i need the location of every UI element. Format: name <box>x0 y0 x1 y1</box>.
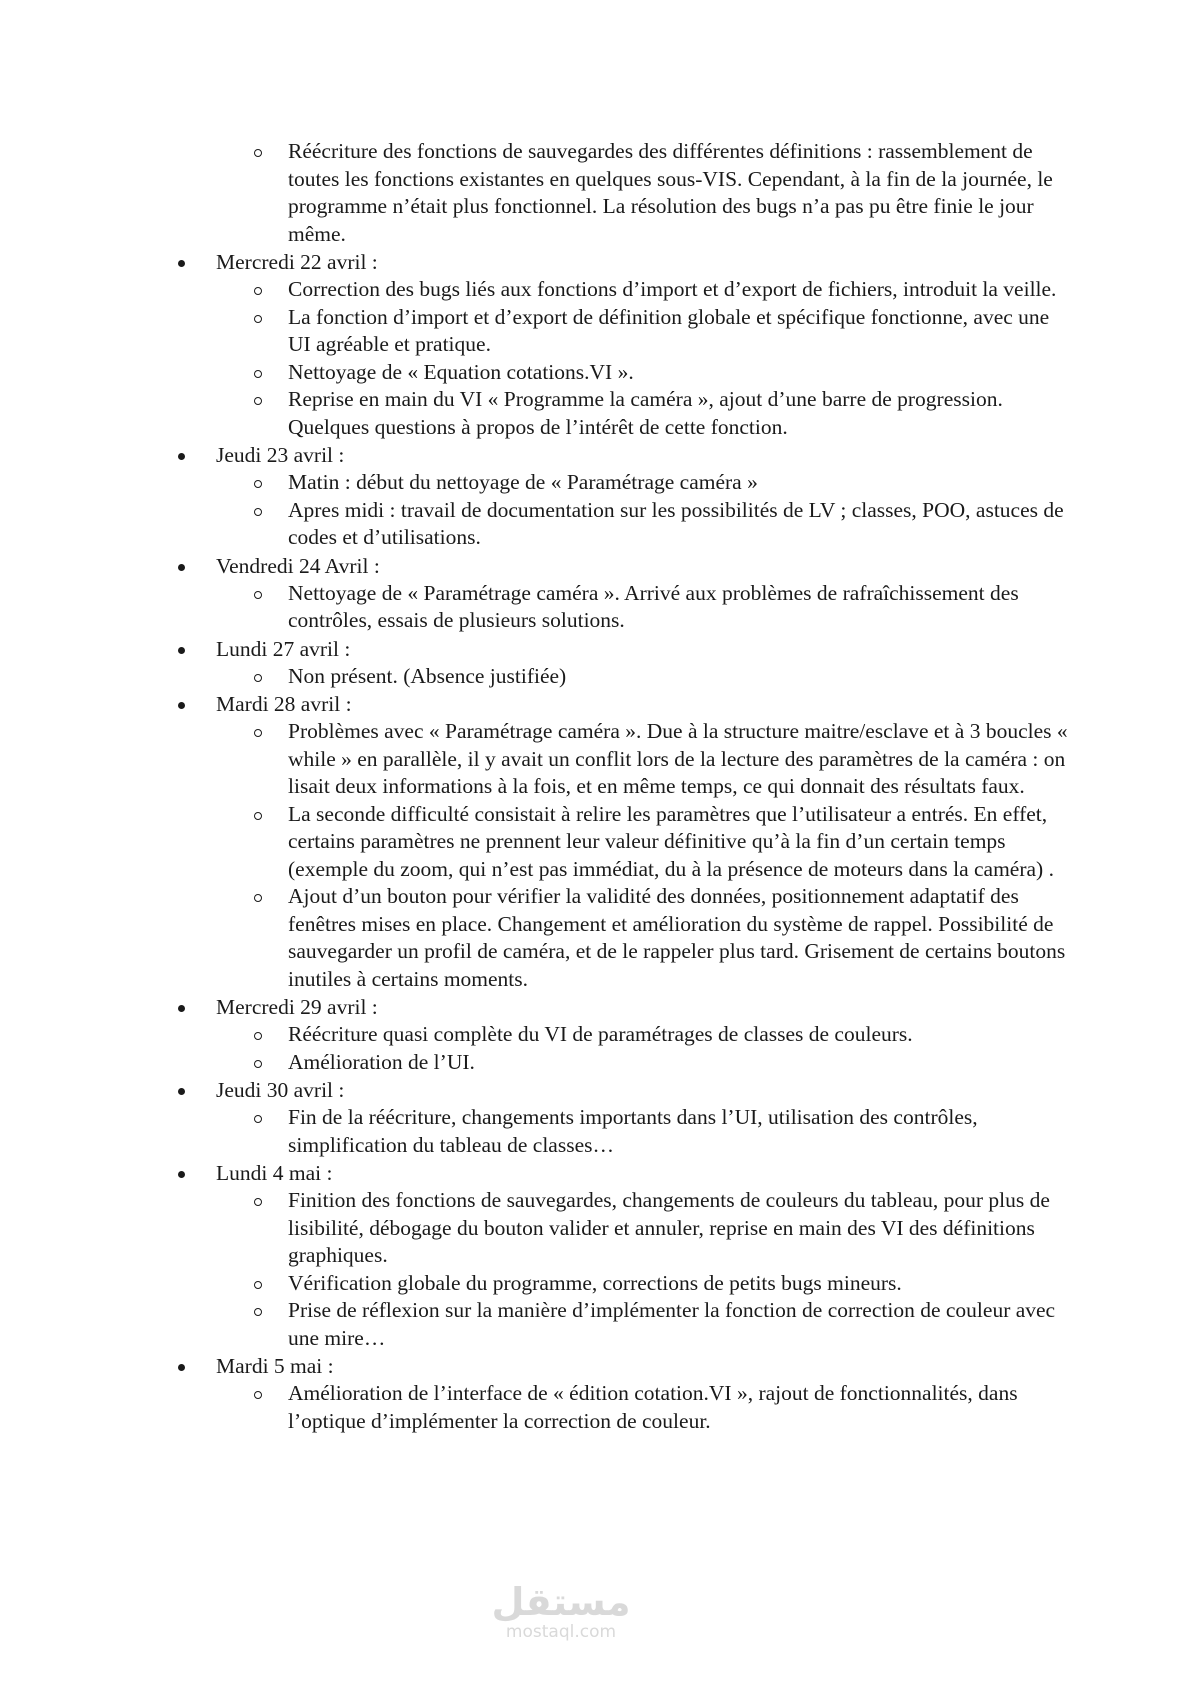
hollow-bullet-icon <box>254 370 262 378</box>
sub-item-text: Matin : début du nettoyage de « Paramétrage caméra » <box>288 470 758 494</box>
sub-item-text: Apres midi : travail de documentation sur les possibilités de LV ; classes, POO, astuces de codes et d’utilisations. <box>288 497 1064 549</box>
sub-item <box>168 304 1068 359</box>
sub-item <box>168 1187 1068 1270</box>
hollow-bullet-icon <box>254 729 262 737</box>
sub-item-text: Finition des fonctions de sauvegardes, changements de couleurs du tableau, pour plus de lisibilité, débogage du bouton valider et annuler, reprise en main des VI des définitions graphiques. <box>288 1188 1050 1267</box>
bullet-icon <box>178 1005 185 1012</box>
sub-item <box>168 138 1068 248</box>
day-heading <box>168 1076 1068 1104</box>
sub-item <box>168 386 1068 441</box>
bullet-icon <box>178 564 185 571</box>
hollow-bullet-icon <box>254 812 262 820</box>
day-label: Mardi 28 avril : <box>216 692 352 716</box>
day-heading <box>168 993 1068 1021</box>
sub-item <box>168 1270 1068 1298</box>
sub-item-text: Amélioration de l’interface de « édition cotation.VI », rajout de fonctionnalités, dans l’optique d’implémenter la correction de couleur. <box>288 1381 1018 1433</box>
day-heading <box>168 552 1068 580</box>
bullet-icon <box>178 1088 185 1095</box>
day-label: Mercredi 22 avril : <box>216 250 378 274</box>
sub-item-text: Nettoyage de « Equation cotations.VI ». <box>288 359 634 384</box>
sub-item <box>168 1380 1068 1435</box>
sub-item-text: Amélioration de l’UI. <box>288 1049 475 1074</box>
sub-item-text: Réécriture des fonctions de sauvegardes des différentes définitions : rassemblement de toutes les fonctions existantes en quelques sous-VIS. Cependant, à la fin de la journée, le programme n’était plus fonctionnel. La résolution des bugs n’a pas pu être finie le jour même. <box>288 139 1053 246</box>
hollow-bullet-icon <box>254 674 262 682</box>
day-heading <box>168 690 1068 718</box>
sub-item <box>168 1049 1068 1077</box>
sub-item <box>168 580 1068 635</box>
day-label: Mardi 5 mai : <box>216 1354 334 1378</box>
bullet-icon <box>178 453 185 460</box>
sub-item <box>168 469 1068 497</box>
day-label: Jeudi 30 avril : <box>216 1078 345 1102</box>
sub-item-text: Nettoyage de « Paramétrage caméra ». Arrivé aux problèmes de rafraîchissement des contrôles, essais de plusieurs solutions. <box>288 580 1019 632</box>
bullet-icon <box>178 647 185 654</box>
sub-item-text: Vérification globale du programme, corrections de petits bugs mineurs. <box>288 1270 902 1295</box>
sub-item-text: La seconde difficulté consistait à relire les paramètres que l’utilisateur a entrés. En effet, certains paramètres ne prennent leur valeur définitive qu’à la fin d’un certain temps (exemple du zoom, qui n’est pas immédiat, du à la présence de moteurs dans la caméra) . <box>288 801 1054 881</box>
hollow-bullet-icon <box>254 591 262 599</box>
day-heading <box>168 1352 1068 1380</box>
journal-list <box>168 138 1068 1435</box>
sub-item-text: Réécriture quasi complète du VI de paramétrages de classes de couleurs. <box>288 1022 913 1046</box>
hollow-bullet-icon <box>254 1198 262 1206</box>
bullet-icon <box>178 260 185 267</box>
hollow-bullet-icon <box>254 1308 262 1316</box>
sub-item-text: Fin de la réécriture, changements importants dans l’UI, utilisation des contrôles, simplification du tableau de classes… <box>288 1105 978 1157</box>
sub-item-text: Ajout d’un bouton pour vérifier la validité des données, positionnement adaptatif des fenêtres mises en place. Changement et amélioration du système de rappel. Possibilité de sauvegarder un profil de caméra, et de le rappeler plus tard. Grisement de certains boutons inutiles à certains moments. <box>288 884 1066 991</box>
watermark-arabic: مستقل <box>491 1580 631 1624</box>
hollow-bullet-icon <box>254 149 262 157</box>
hollow-bullet-icon <box>254 1391 262 1399</box>
sub-item <box>168 497 1068 552</box>
hollow-bullet-icon <box>254 480 262 488</box>
sub-item-text: Problèmes avec « Paramétrage caméra ». Due à la structure maitre/esclave et à 3 boucles « while » en parallèle, il y avait un conflit lors de la lecture des paramètres de la caméra : on lisait deux informations à la fois, et en même temps, ce qui donnait des résultats faux. <box>288 719 1068 798</box>
watermark-latin: mostaql.com <box>505 1622 617 1642</box>
bullet-icon <box>178 702 185 709</box>
day-heading <box>168 635 1068 663</box>
day-label: Vendredi 24 Avril : <box>216 553 380 578</box>
hollow-bullet-icon <box>254 508 262 516</box>
day-heading <box>168 248 1068 276</box>
sub-item-text: Reprise en main du VI « Programme la caméra », ajout d’une barre de progression. Quelques questions à propos de l’intérêt de cette fonction. <box>288 387 1003 439</box>
bullet-icon <box>178 1364 185 1371</box>
sub-item <box>168 1297 1068 1352</box>
sub-item <box>168 801 1068 884</box>
sub-item <box>168 359 1068 387</box>
hollow-bullet-icon <box>254 1060 262 1068</box>
sub-item <box>168 1104 1068 1159</box>
sub-item-text: Correction des bugs liés aux fonctions d’import et d’export de fichiers, introduit la veille. <box>288 277 1057 301</box>
sub-item-text: Prise de réflexion sur la manière d’implémenter la fonction de correction de couleur avec une mire… <box>288 1298 1056 1350</box>
sub-item <box>168 1021 1068 1049</box>
hollow-bullet-icon <box>254 1115 262 1123</box>
hollow-bullet-icon <box>254 287 262 295</box>
sub-item <box>168 276 1068 304</box>
sub-item <box>168 718 1068 801</box>
day-label: Lundi 4 mai : <box>216 1161 333 1185</box>
hollow-bullet-icon <box>254 397 262 405</box>
sub-item <box>168 883 1068 993</box>
sub-item-text: Non présent. (Absence justifiée) <box>288 663 567 688</box>
day-label: Jeudi 23 avril : <box>216 443 345 467</box>
hollow-bullet-icon <box>254 1032 262 1040</box>
day-label: Lundi 27 avril : <box>216 636 351 661</box>
sub-item-text: La fonction d’import et d’export de définition globale et spécifique fonctionne, avec une UI agréable et pratique. <box>288 304 1050 356</box>
day-label: Mercredi 29 avril : <box>216 995 378 1019</box>
sub-item <box>168 663 1068 691</box>
day-heading <box>168 1159 1068 1187</box>
hollow-bullet-icon <box>254 1281 262 1289</box>
hollow-bullet-icon <box>254 894 262 902</box>
hollow-bullet-icon <box>254 315 262 323</box>
bullet-icon <box>178 1171 185 1178</box>
watermark-logo <box>486 1582 636 1642</box>
day-heading <box>168 441 1068 469</box>
